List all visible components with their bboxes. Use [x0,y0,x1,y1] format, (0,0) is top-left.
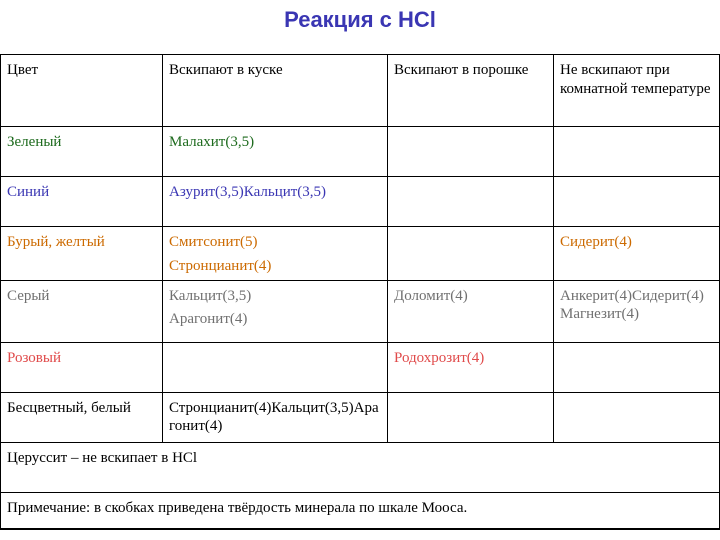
cell-lump [163,227,388,281]
note-hardness: Примечание: в скобках приведена твёрдость минерала по шкале Мооса. [1,492,720,529]
cell-none [554,127,720,177]
table-header-row [1,55,720,127]
cell-lump [163,127,388,177]
cell-none [554,342,720,392]
table-row-pink [1,342,720,392]
cell-lump [163,342,388,392]
cell-color: Бурый, желтый [1,227,163,281]
mineral-name: Малахит(3,5) [169,134,255,150]
header-lump: Вскипают в куске [163,55,388,127]
cell-none [554,177,720,227]
cell-color: Синий [1,177,163,227]
cell-lump [163,392,388,442]
cell-lump [163,177,388,227]
cell-none: Сидерит(4) [554,227,720,281]
cell-powder: Доломит(4) [388,280,554,342]
header-color: Цвет [1,55,163,127]
cell-color: Серый [1,280,163,342]
cell-color: Бесцветный, белый [1,392,163,442]
cell-powder [388,392,554,442]
cell-color: Розовый [1,342,163,392]
cell-powder [388,227,554,281]
mineral-name: Стронцианит(4)Кальцит(3,5)Арагонит(4) [169,399,379,435]
cell-powder [388,177,554,227]
table-row-grey [1,280,720,342]
cell-lump [163,280,388,342]
note-cerussite: Церуссит – не вскипает в HCl [1,442,720,492]
table-row-colorless [1,392,720,442]
mineral-name: Азурит(3,5)Кальцит(3,5) [169,184,327,200]
page-title: Реакция с HCl [284,7,436,32]
table-row-note-hardness [1,492,720,529]
cell-none [554,392,720,442]
mineral-name: Смитсонит(5) [169,234,258,250]
cell-powder: Родохрозит(4) [388,342,554,392]
cell-none: Анкерит(4)Сидерит(4)Магнезит(4) [554,280,720,342]
cell-color: Зеленый [1,127,163,177]
table-row-green [1,127,720,177]
table-row-blue [1,177,720,227]
table-row-brown [1,227,720,281]
mineral-name: Кальцит(3,5) [169,287,252,304]
cell-powder [388,127,554,177]
header-powder: Вскипают в порошке [388,55,554,127]
header-none: Не вскипают при комнатной температуре [554,55,720,127]
mineral-name: Стронцианит(4) [169,257,272,274]
table-row-note-cerussite [1,442,720,492]
mineral-table [0,54,720,530]
mineral-name: Арагонит(4) [169,311,248,328]
